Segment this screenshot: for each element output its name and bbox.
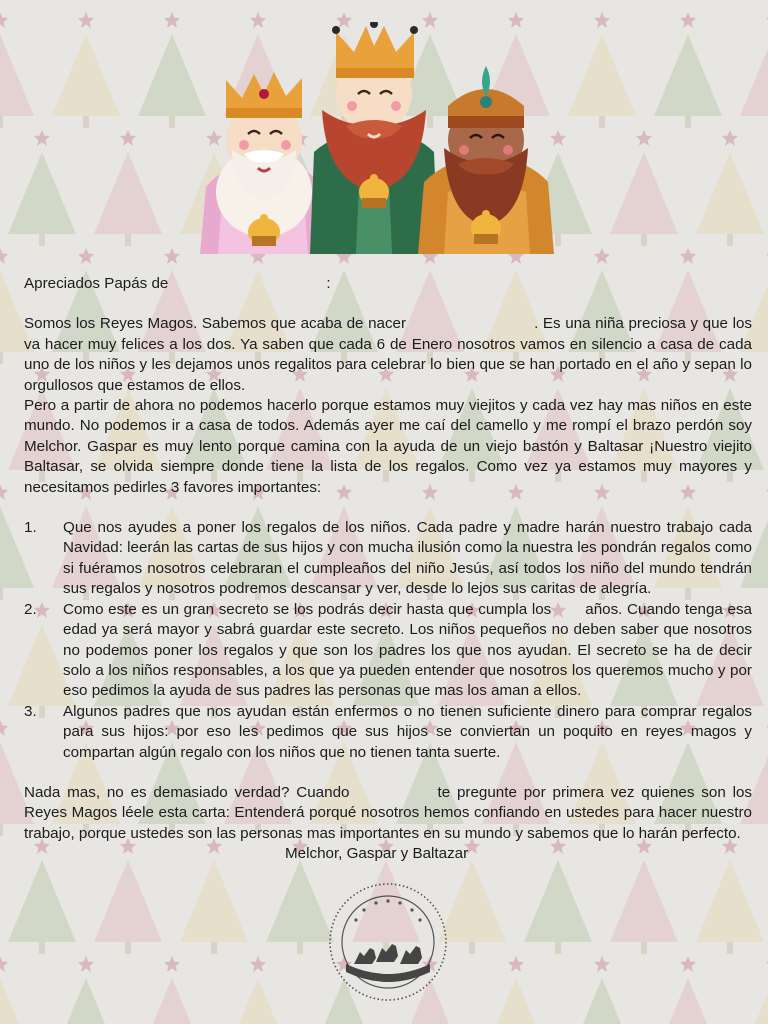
paragraph-closing <box>24 783 752 844</box>
christmas-tree-icon <box>138 956 206 1024</box>
christmas-tree-icon <box>224 956 292 1024</box>
favor-item-2 <box>24 600 752 702</box>
intro-text-end: . Es una niña preciosa y que los va hacer muy felices a los dos. Ya saben que cada 6 de Enero nosotros vamos en silencio a casa de cada uno de los niños y les dejamos unos regalitos para celebrar lo bien que se han portado en el año y sepan lo orgullosos que estamos de ellos. <box>24 315 752 394</box>
christmas-tree-icon <box>610 130 678 246</box>
favor-text-start: Como este es un gran secreto se los podrás decir hasta que cumpla los <box>63 600 552 618</box>
favor-number: 3. <box>24 702 37 720</box>
favor-number: 1. <box>24 519 37 537</box>
king-melchor-figure <box>200 72 330 254</box>
intro-text-start: Somos los Reyes Magos. Sabemos que acaba de nacer <box>24 315 407 333</box>
christmas-tree-icon <box>52 956 120 1024</box>
christmas-tree-icon <box>482 956 550 1024</box>
favors-list <box>24 518 752 763</box>
favor-item-3 <box>24 702 752 763</box>
christmas-tree-icon <box>568 956 636 1024</box>
signature: Melchor, Gaspar y Baltazar <box>285 845 469 863</box>
christmas-tree-icon <box>740 12 768 128</box>
christmas-tree-icon <box>696 130 764 246</box>
christmas-tree-icon <box>654 12 722 128</box>
christmas-tree-icon <box>52 12 120 128</box>
favor-text-end: años. Cuando tenga esa edad ya será mayor y sabrá guardar este secreto. Los niños pequeños no deben saber que nosotros no podemos poner los regalos y que son los padres los que nos ayudan. El secreto se ha de decir solo a los niños responsables, a los que ya pueden entender que nosotros los queremos mucho y por eso pedimos la ayuda de sus padres las personas que mas los aman a ellos. <box>63 600 752 700</box>
paragraph-intro <box>24 314 752 396</box>
king-gaspar-figure <box>310 22 438 254</box>
christmas-tree-icon <box>94 130 162 246</box>
christmas-tree-icon <box>0 956 34 1024</box>
favor-number: 2. <box>24 600 37 618</box>
greeting-colon: : <box>326 275 331 292</box>
christmas-tree-icon <box>654 956 722 1024</box>
favor-text: Que nos ayudes a poner los regalos de los niños. Cada padre y madre harán nuestro trabajo cada Navidad: leerán las cartas de sus hijos y con mucha ilusión como la nuestra les pondrán regalos como si fuéramos nosotros celebraran el cumpleaños del niño Jesús, así todos los niño del mundo tendrán sus regalos y nosotros podremos descansar y ver, desde lo lejos sus caritas de alegría. <box>63 519 752 598</box>
christmas-tree-icon <box>568 12 636 128</box>
three-kings-illustration <box>196 22 556 254</box>
favor-item-1 <box>24 518 752 600</box>
letter-body <box>24 274 752 865</box>
greeting-text: Apreciados Papás de <box>24 275 169 292</box>
favor-text: Algunos padres que nos ayudan están enfermos o no tienen suficiente dinero para comprar regalos para sus hijos: por eso les pedimos que sus hijos se conviertan un poquito en reyes magos y compartan algún regalo con los niños que no tienen tanta suerte. <box>63 702 752 761</box>
christmas-tree-icon <box>8 130 76 246</box>
reyes-magos-stamp <box>326 880 450 1004</box>
closing-text-start: Nada mas, no es demasiado verdad? Cuando <box>24 783 350 801</box>
closing-text-end: te pregunte por primera vez quienes son los Reyes Magos léele esta carta: Entenderá porqué nosotros hemos confiando en ustedes para hacer nuestro trabajo, porque ustedes son las personas mas importantes en su mundo y sabemos que lo harán perfecto. <box>24 783 753 842</box>
king-baltasar-figure <box>418 66 554 254</box>
letter-greeting <box>24 274 752 294</box>
christmas-tree-icon <box>740 956 768 1024</box>
paragraph-explanation: Pero a partir de ahora no podemos hacerlo porque estamos muy viejitos y cada vez hay mas niños en este mundo. No podemos ir a casa de todos. Además ayer me caí del camello y me rompí el brazo perdón soy Melchor. Gaspar es muy lento porque camina con la ayuda de un viejo bastón y Baltasar ¡Nuestro viejito Baltasar, se olvida siempre donde tiene la lista de los regalos. Como vez ya estamos muy mayores y necesitamos pedirles 3 favores importantes: <box>24 397 752 496</box>
christmas-tree-icon <box>0 12 34 128</box>
